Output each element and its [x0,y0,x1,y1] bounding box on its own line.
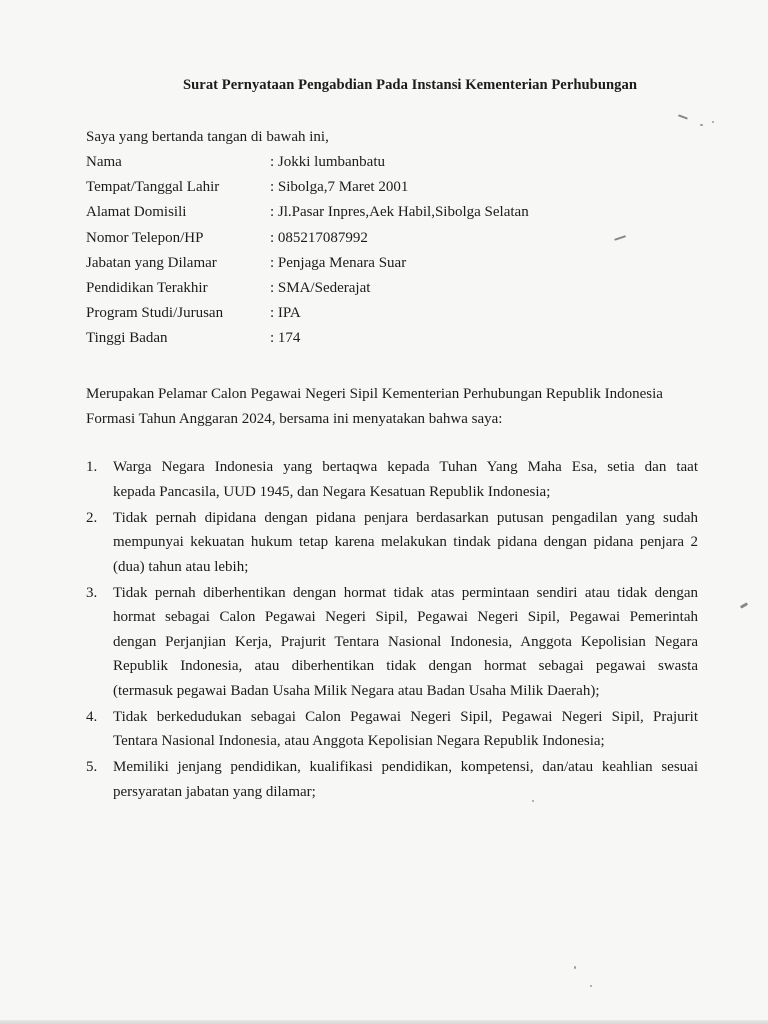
item-number: 3. [86,584,98,601]
field-label: Nama [86,154,122,170]
field-value: : Jokki lumbanbatu [270,154,385,170]
field-value: : Penjaga Menara Suar [270,254,407,271]
item-number: 1. [86,459,98,475]
item-line: persyaratan jabatan yang dilamar; [113,783,316,800]
item-line: (termasuk pegawai Badan Usaha Milik Negara atau Badan Usaha Milik Daerah); [113,682,600,699]
item-number: 4. [86,708,98,725]
paragraph-line: Merupakan Pelamar Calon Pegawai Negeri Sipil Kementerian Perhubungan Republik Indonesia [86,386,663,402]
field-row-major [86,304,686,329]
field-label: Tinggi Badan [86,330,168,347]
scan-mark [740,602,748,609]
item-line: Tidak berkedudukan sebagai Calon Pegawai Negeri Sipil, Pegawai Negeri Sipil, Prajurit [113,708,698,725]
item-line: dengan Perjanjian Kerja, Prajurit Tentara Nasional Indonesia, Anggota Kepolisian Negara [113,633,698,650]
list-item [86,705,698,754]
list-item [86,755,698,804]
document-title: Surat Pernyataan Pengabdian Pada Instansi Kementerian Perhubungan [182,77,638,93]
field-row-height [86,329,686,354]
list-item [86,506,698,580]
field-value: : 085217087992 [270,229,368,246]
item-line: Tidak pernah diberhentikan dengan hormat tidak atas permintaan sendiri atau tidak dengan [113,584,698,601]
field-label: Pendidikan Terakhir [86,279,208,296]
item-line: Warga Negara Indonesia yang bertaqwa kepada Tuhan Yang Maha Esa, setia dan taat [113,459,698,475]
field-label: Program Studi/Jurusan [86,305,224,322]
paragraph-line: Formasi Tahun Anggaran 2024, bersama ini menyatakan bahwa saya: [86,411,503,427]
item-line: hormat sebagai Calon Pegawai Negeri Sipil, Pegawai Negeri Sipil, Pegawai Pemerintah [113,609,698,625]
field-row-nama [86,153,686,178]
item-number: 2. [86,509,98,526]
field-value: : Sibolga,7 Maret 2001 [270,179,409,196]
identity-fields [86,153,686,355]
item-line: Tentara Nasional Indonesia, atau Anggota Kepolisian Negara Republik Indonesia; [113,733,605,749]
page-edge [0,1020,768,1024]
field-row-education [86,279,686,304]
scan-speck [532,800,534,802]
list-item [86,455,698,504]
item-line: kepada Pancasila, UUD 1945, dan Negara Kesatuan Republik Indonesia; [113,483,551,500]
item-line: mempunyai kekuatan hukum tetap karena melakukan tindak pidana dengan pidana penjara 2 [113,534,698,550]
intro-text: Saya yang bertanda tangan di bawah ini, [86,129,329,145]
field-label: Tempat/Tanggal Lahir [86,179,220,196]
scan-mark [678,114,688,119]
field-value: : 174 [270,330,301,347]
item-line: (dua) tahun atau lebih; [113,558,249,575]
scan-speck [712,121,714,123]
field-row-birth [86,178,686,203]
scan-speck [590,985,592,987]
field-label: Jabatan yang Dilamar [86,254,217,271]
item-number: 5. [86,759,98,775]
field-row-address [86,203,686,228]
field-row-position [86,254,686,279]
scan-speck [574,966,576,969]
field-value: : SMA/Sederajat [270,279,371,296]
field-row-phone [86,229,686,254]
item-line: Republik Indonesia, atau diberhentikan tidak dengan hormat sebagai pegawai swasta [113,658,698,674]
list-item [86,581,698,704]
field-value: : IPA [270,305,301,322]
scan-speck [700,124,703,126]
field-value: : Jl.Pasar Inpres,Aek Habil,Sibolga Selatan [270,204,529,221]
item-line: Tidak pernah dipidana dengan pidana penjara berdasarkan putusan pengadilan yang sudah [113,509,698,526]
field-label: Nomor Telepon/HP [86,229,204,246]
field-label: Alamat Domisili [86,204,187,221]
statement-list [86,455,698,806]
statement-paragraph [86,382,686,432]
item-line: Memiliki jenjang pendidikan, kualifikasi pendidikan, kompetensi, dan/atau keahlian sesuai [113,759,698,775]
